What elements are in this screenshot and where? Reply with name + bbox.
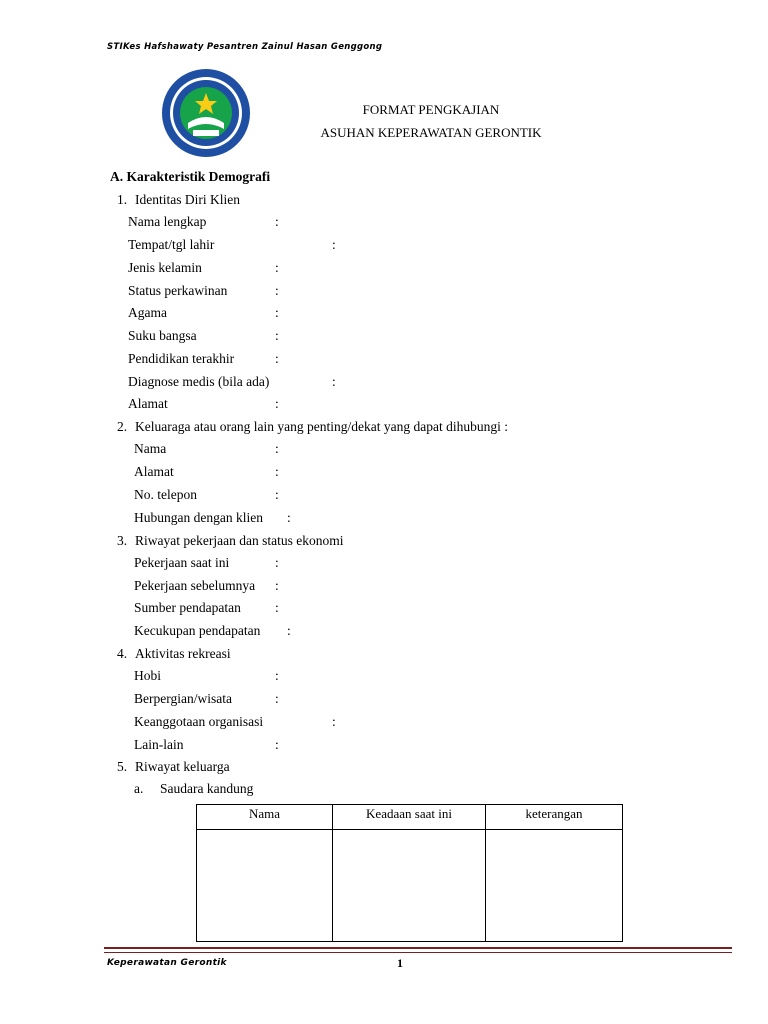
field-colon: : [332, 374, 336, 389]
item-5 [117, 759, 230, 775]
table-header-nama: Nama [197, 805, 333, 830]
saudara-kandung-table [196, 804, 623, 942]
item-2 [117, 419, 508, 435]
field-berpergian: Berpergian/wisata [134, 691, 232, 706]
field-colon: : [275, 283, 279, 298]
institution-logo [160, 67, 252, 159]
table-cell[interactable] [486, 830, 623, 942]
item-number: 2. [117, 419, 128, 434]
field-colon: : [275, 214, 279, 229]
sub-item-label: Saudara kandung [160, 781, 254, 796]
field-colon: : [275, 600, 279, 615]
table-cell[interactable] [197, 830, 333, 942]
item-1 [117, 192, 240, 208]
field-nama: Nama [134, 441, 167, 456]
footer-divider-thin [104, 952, 732, 953]
field-colon: : [275, 441, 279, 456]
item-label: Riwayat keluarga [135, 759, 230, 774]
field-status-perkawinan: Status perkawinan [128, 283, 228, 298]
field-colon: : [275, 691, 279, 706]
title-line-1: FORMAT PENGKAJIAN [362, 102, 500, 117]
item-number: 5. [117, 759, 128, 774]
item-number: 4. [117, 646, 128, 661]
institution-header: STIKes Hafshawaty Pesantren Zainul Hasan Genggong [107, 42, 383, 52]
field-agama: Agama [128, 305, 167, 320]
field-colon: : [275, 351, 279, 366]
field-jenis-kelamin: Jenis kelamin [128, 260, 202, 275]
item-4 [117, 646, 231, 662]
item-number: 3. [117, 533, 128, 548]
item-label: Riwayat pekerjaan dan status ekonomi [135, 533, 344, 548]
section-a-heading: A. Karakteristik Demografi [110, 169, 271, 184]
footer-divider [104, 947, 732, 949]
field-colon: : [275, 555, 279, 570]
field-colon: : [332, 237, 336, 252]
field-colon: : [275, 260, 279, 275]
page-number: 1 [397, 956, 403, 970]
field-tempat-tgl-lahir: Tempat/tgl lahir [128, 237, 215, 252]
sub-item-5a [134, 781, 253, 797]
field-colon: : [287, 623, 291, 638]
field-alamat: Alamat [128, 396, 168, 411]
field-hubungan: Hubungan dengan klien [134, 510, 263, 525]
field-pekerjaan-saat-ini: Pekerjaan saat ini [134, 555, 230, 570]
table-header-keadaan: Keadaan saat ini [333, 805, 486, 830]
field-telepon: No. telepon [134, 487, 197, 502]
field-lain-lain: Lain-lain [134, 737, 184, 752]
sub-item-letter: a. [134, 781, 144, 796]
field-colon: : [275, 578, 279, 593]
field-kecukupan-pendapatan: Kecukupan pendapatan [134, 623, 261, 638]
field-alamat-kontak: Alamat [134, 464, 174, 479]
field-colon: : [275, 305, 279, 320]
item-number: 1. [117, 192, 128, 207]
field-colon: : [332, 714, 336, 729]
field-suku-bangsa: Suku bangsa [128, 328, 197, 343]
field-pekerjaan-sebelumnya: Pekerjaan sebelumnya [134, 578, 256, 593]
field-colon: : [275, 487, 279, 502]
table-header-row [197, 805, 623, 830]
title-line-2: ASUHAN KEPERAWATAN GERONTIK [320, 125, 542, 140]
table-header-keterangan: keterangan [486, 805, 623, 830]
item-label: Aktivitas rekreasi [135, 646, 231, 661]
footer-course-title: Keperawatan Gerontik [107, 958, 227, 968]
field-sumber-pendapatan: Sumber pendapatan [134, 600, 241, 615]
field-keanggotaan: Keanggotaan organisasi [134, 714, 264, 729]
field-colon: : [275, 396, 279, 411]
field-nama-lengkap: Nama lengkap [128, 214, 207, 229]
field-diagnose: Diagnose medis (bila ada) [128, 374, 270, 389]
field-colon: : [275, 328, 279, 343]
item-label: Keluaraga atau orang lain yang penting/dekat yang dapat dihubungi : [135, 419, 509, 434]
field-hobi: Hobi [134, 668, 161, 683]
field-pendidikan: Pendidikan terakhir [128, 351, 235, 366]
table-cell[interactable] [333, 830, 486, 942]
field-colon: : [275, 668, 279, 683]
table-row [197, 830, 623, 942]
field-colon: : [275, 737, 279, 752]
field-colon: : [287, 510, 291, 525]
item-label: Identitas Diri Klien [135, 192, 240, 207]
item-3 [117, 533, 343, 549]
field-colon: : [275, 464, 279, 479]
